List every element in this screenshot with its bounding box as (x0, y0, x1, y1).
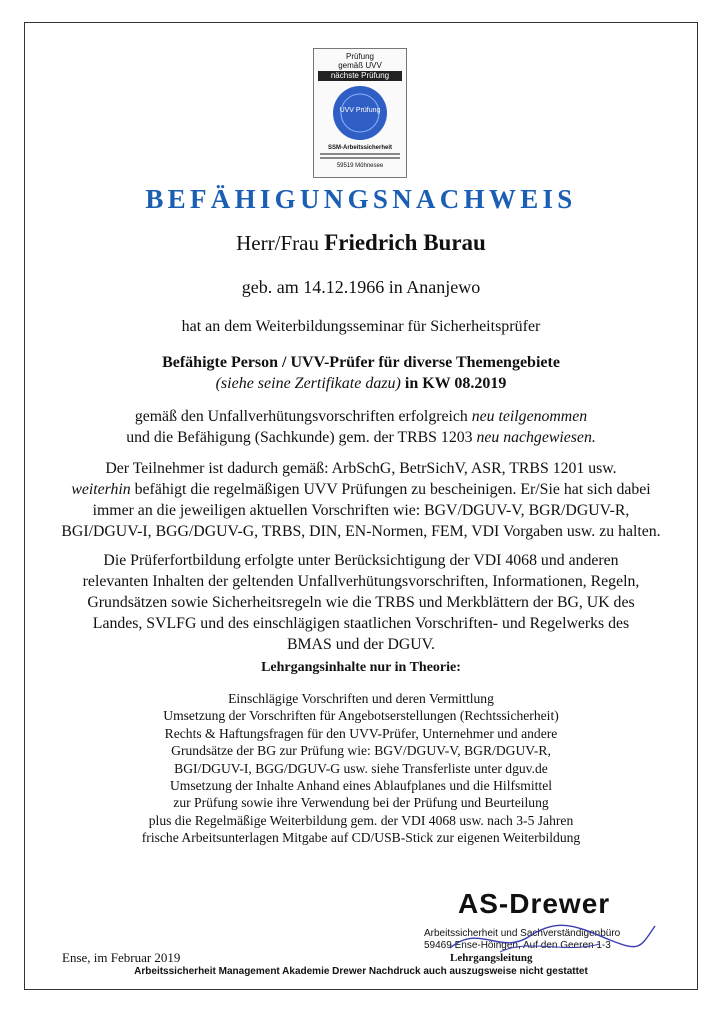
para3-line: Die Prüferfortbildung erfolgte unter Berücksichtigung der VDI 4068 und anderen (103, 552, 619, 569)
para3-line: Landes, SVLFG und des einschlägigen staatlichen Vorschriften- und Regelwerks des (92, 615, 630, 632)
para1-emphasis: neu teilgenommen (471, 408, 588, 425)
para3-line: relevanten Inhalten der geltenden Unfallverhütungsvorschriften, Informationen, Regeln, (82, 573, 640, 590)
place-date: Ense, im Februar 2019 (62, 950, 181, 965)
list-item: Umsetzung der Inhalte Anhand eines Ablaufplanes und die Hilfsmittel (169, 778, 553, 794)
para3-line: Grundsätzen sowie Sicherheitsregeln wie die TRBS und Merkblättern der BG, UK des (87, 594, 635, 611)
para3-line: BMAS und der DGUV. (286, 636, 436, 653)
seal-line2: gemäß UVV (338, 61, 382, 70)
para2-line: Der Teilnehmer ist dadurch gemäß: ArbSchG, BetrSichV, ASR, TRBS 1201 usw. (105, 460, 617, 477)
qualification (24, 352, 698, 394)
seal-issuer: SSM-Arbeitssicherheit (327, 145, 393, 151)
paragraph-training (24, 550, 698, 655)
company-stamp (420, 888, 680, 966)
list-item: zur Prüfung sowie ihre Verwendung bei der Prüfung und Beurteilung (173, 795, 549, 811)
qualification-title: Befähigte Person / UVV-Prüfer für diverse Themengebiete (162, 354, 560, 371)
paragraph-completion (24, 406, 698, 448)
paragraph-authorization (24, 458, 698, 542)
stamp-line2: 59469 Ense-Höingen, Auf den Geeren 1-3 (424, 940, 611, 951)
seal-city: 59519 Möhnesee (336, 163, 384, 169)
list-item: frische Arbeitsunterlagen Mitgabe auf CD/USB-Stick zur eigenen Weiterbildung (141, 830, 581, 846)
list-item: Umsetzung der Vorschriften für Angebotserstellungen (Rechtssicherheit) (163, 708, 559, 724)
seal-band: nächste Prüfung (318, 71, 402, 81)
list-item: Grundsätze der BG zur Prüfung wie: BGV/DGUV-V, BGR/DGUV-R, (171, 743, 551, 759)
seal-badge-text: UVV Prüfung (339, 107, 381, 114)
recipient-name: Friedrich Burau (324, 230, 486, 255)
list-item: Rechts & Haftungsfragen für den UVV-Prüfer, Unternehmer und andere (164, 725, 558, 741)
qualification-week: in KW 08.2019 (400, 375, 507, 392)
contents-heading: Lehrgangsinhalte nur in Theorie: (261, 660, 461, 675)
footer-notice: Arbeitssicherheit Management Akademie Drewer Nachdruck auch auszugsweise nicht gestattet (134, 966, 588, 977)
stamp-line1: Arbeitssicherheit und Sachverständigenbüro (424, 928, 621, 939)
list-item: plus die Regelmäßige Weiterbildung gem. der VDI 4068 usw. nach 3-5 Jahren (148, 812, 574, 828)
contents-list (24, 690, 698, 847)
qualification-note: (siehe seine Zertifikate dazu) (215, 375, 401, 392)
para2-emphasis: weiterhin (71, 481, 131, 498)
list-item: BGI/DGUV-I, BGG/DGUV-G usw. siehe Transferliste unter dguv.de (174, 760, 548, 776)
seal-fineprint (320, 153, 400, 155)
recipient-prefix: Herr/Frau (236, 231, 319, 255)
page-title: BEFÄHIGUNGSNACHWEIS (145, 184, 577, 214)
seal-fineprint (320, 157, 400, 159)
signature-icon (440, 918, 660, 958)
para1-emphasis: neu nachgewiesen. (476, 429, 596, 446)
para1-text: und die Befähigung (Sachkunde) gem. der TRBS 1203 (126, 429, 477, 446)
seminar-line: hat an dem Weiterbildungsseminar für Sicherheitsprüfer (181, 318, 541, 335)
inspection-seal (313, 48, 407, 178)
stamp-logo: AS-Drewer (458, 888, 611, 919)
list-item: Einschlägige Vorschriften und deren Vermittlung (228, 691, 494, 706)
para1-text: gemäß den Unfallverhütungsvorschriften erfolgreich (134, 408, 472, 425)
recipient-line (24, 230, 698, 256)
para2-line: immer an die jeweiligen aktuellen Vorschriften wie: BGV/DGUV-V, BGR/DGUV-R, (92, 502, 630, 519)
para2-line: befähigt die regelmäßigen UVV Prüfungen zu bescheinigen. Er/Sie hat sich dabei (130, 481, 651, 498)
birth-line: geb. am 14.12.1966 in Ananjewo (241, 277, 481, 297)
stamp-line3: Lehrgangsleitung (450, 952, 533, 964)
seal-line1: Prüfung (345, 52, 375, 61)
para2-line: BGI/DGUV-I, BGG/DGUV-G, TRBS, DIN, EN-Normen, FEM, VDI Vorgaben usw. zu halten. (61, 523, 661, 540)
